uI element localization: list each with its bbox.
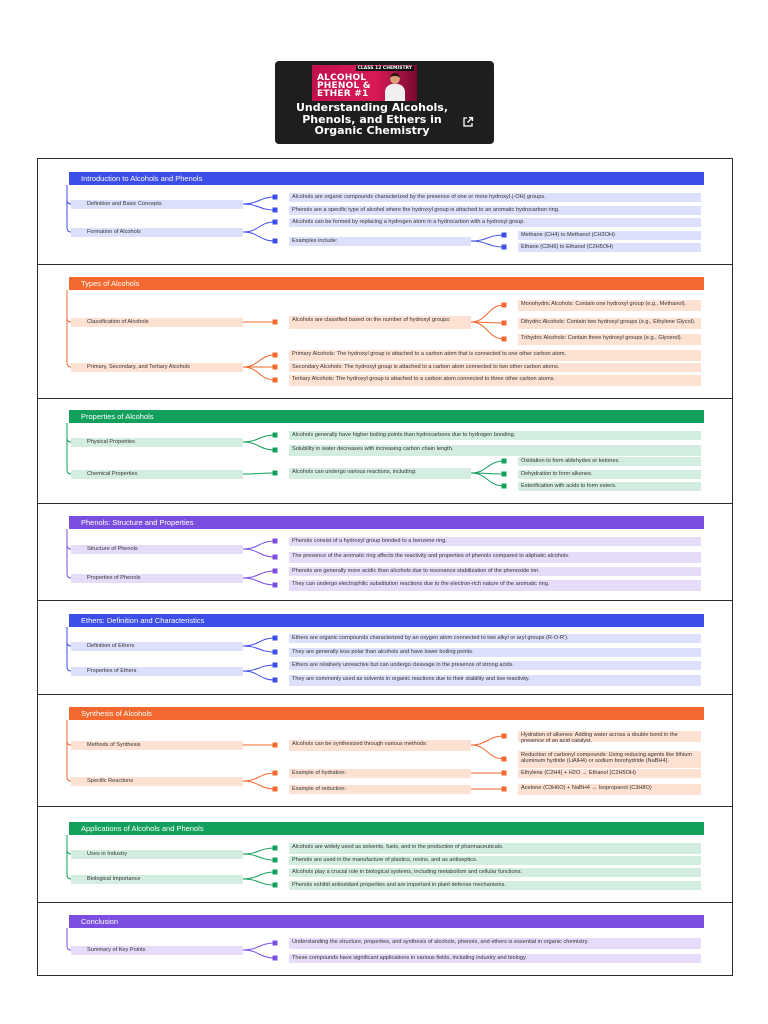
topic-node: Biological Importance [71, 875, 243, 884]
detail-node: Monohydric Alcohols: Contain one hydroxyl group (e.g., Methanol). [518, 300, 701, 311]
connector-line [243, 197, 275, 204]
video-thumbnail[interactable] [312, 65, 417, 101]
connector-node [273, 650, 278, 655]
connector-line [243, 549, 275, 557]
connector-node [502, 303, 507, 308]
connector-node [273, 555, 278, 560]
connector-line [243, 950, 275, 958]
point-node: Alcohols are organic compounds characterized by the presence of one or more hydroxyl (-OH) groups. [289, 193, 701, 202]
connector-line [243, 571, 275, 578]
connector-node [273, 678, 278, 683]
connector-line [471, 473, 504, 486]
connector-node [273, 378, 278, 383]
connector-line [243, 578, 275, 585]
connector-node [502, 337, 507, 342]
connector-line [243, 435, 275, 442]
detail-node: Ethane (C2H6) to Ethanol (C2H5OH) [518, 243, 701, 252]
detail-node: Acetone (C3H6O) + NaBH4 → Isopropanol (C3H8O) [518, 784, 701, 795]
connector-node [502, 245, 507, 250]
connector-node [273, 320, 278, 325]
topic-node: Primary, Secondary, and Tertiary Alcohols [71, 363, 243, 372]
connector-line [243, 232, 275, 241]
connector-node [273, 858, 278, 863]
connector-line [243, 665, 275, 671]
connector-line [243, 854, 275, 860]
connector-line [243, 367, 275, 380]
connector-node [273, 471, 278, 476]
connector-node [502, 771, 507, 776]
connector-node [273, 365, 278, 370]
detail-node: Oxidation to form aldehydes or ketones. [518, 457, 701, 466]
section-title: Ethers: Definition and Characteristics [69, 614, 704, 627]
section-title: Types of Alcohols [69, 277, 704, 290]
video-card[interactable] [275, 61, 494, 144]
presenter-image [385, 73, 405, 101]
section-title: Synthesis of Alcohols [69, 707, 704, 720]
connector-node [273, 220, 278, 225]
mindmap-section [37, 504, 733, 601]
topic-node: Physical Properties [71, 438, 243, 447]
mindmap-section [37, 807, 733, 903]
connector-line [471, 322, 504, 323]
section-title: Conclusion [69, 915, 704, 928]
connector-node [273, 208, 278, 213]
connector-node [273, 941, 278, 946]
detail-node: Reduction of carbonyl compounds: Using reducing agents like lithium aluminum hydride (LiAlH4) or sodium borohydride (NaBH4). [518, 751, 701, 768]
topic-node: Formation of Alcohols [71, 228, 243, 237]
point-node: Ethers are organic compounds characterized by an oxygen atom connected to two alkyl or aryl groups (R-O-R'). [289, 634, 701, 643]
connector-line [471, 241, 504, 247]
connector-line [471, 745, 504, 759]
topic-node: Chemical Properties [71, 470, 243, 479]
point-node: Phenols are used in the manufacture of plastics, resins, and as antiseptics. [289, 856, 701, 865]
detail-node: Dehydration to form alkenes. [518, 470, 701, 479]
connector-node [502, 321, 507, 326]
point-node: Phenols are generally more acidic than alcohols due to resonance stabilization of the phenoxide ion. [289, 567, 701, 576]
connector-node [502, 472, 507, 477]
point-node: Examples include: [289, 237, 471, 246]
section-title: Phenols: Structure and Properties [69, 516, 704, 529]
point-node: The presence of the aromatic ring affects the reactivity and properties of phenols compared to aliphatic alcohols. [289, 552, 701, 563]
detail-node: Trihydric Alcohols: Contain three hydroxyl groups (e.g., Glycerol). [518, 334, 701, 345]
point-node: These compounds have significant applications in various fields, including industry and biology. [289, 954, 701, 963]
detail-node: Hydration of alkenes: Adding water across a double bond in the presence of an acid catalyst. [518, 731, 701, 742]
topic-node: Definition of Ethers [71, 642, 243, 651]
point-node: They are commonly used as solvents in organic reactions due to their stability and low reactivity. [289, 675, 701, 686]
connector-line [243, 473, 275, 474]
point-node: Secondary Alcohols: The hydroxyl group is attached to a carbon atom connected to two other carbon atoms. [289, 363, 701, 372]
point-node: Alcohols can undergo various reactions, including: [289, 468, 471, 479]
thumbnail-line: PHENOL & [317, 81, 371, 91]
topic-node: Classification of Alcohols [71, 318, 243, 327]
connector-node [273, 846, 278, 851]
topic-node: Summary of Key Points [71, 946, 243, 955]
connector-line [243, 848, 275, 854]
video-title[interactable]: Understanding Alcohols, Phenols, and Ethers in Organic Chemistry [295, 101, 448, 137]
connector-line [243, 781, 275, 789]
external-link-icon[interactable] [462, 116, 474, 128]
connector-line [471, 305, 504, 322]
topic-node: Methods of Synthesis [71, 741, 243, 750]
topic-node: Uses in Industry [71, 850, 243, 859]
point-node: Example of hydration: [289, 769, 471, 778]
connector-line [243, 638, 275, 646]
connector-line [471, 461, 504, 473]
detail-node: Methane (CH4) to Methanol (CH3OH) [518, 231, 701, 240]
point-node: Alcohols are widely used as solvents, fuels, and in the production of pharmaceuticals. [289, 843, 701, 854]
connector-line [243, 442, 275, 450]
connector-node [273, 883, 278, 888]
mindmap-section [37, 601, 733, 695]
connector-node [502, 484, 507, 489]
point-node: Ethers are relatively unreactive but can undergo cleavage in the presence of strong acids. [289, 661, 701, 670]
connector-node [502, 787, 507, 792]
mindmap-section [37, 695, 733, 807]
point-node: Alcohols play a crucial role in biological systems, including metabolism and cellular functions. [289, 868, 701, 877]
connector-line [243, 773, 275, 781]
connector-node [273, 787, 278, 792]
connector-line [243, 222, 275, 232]
point-node: Phenols are a specific type of alcohol where the hydroxyl group is attached to an aromatic hydrocarbon ring. [289, 206, 701, 215]
connector-node [273, 956, 278, 961]
connector-line [471, 322, 504, 339]
point-node: Phenols consist of a hydroxyl group bonded to a benzene ring. [289, 537, 701, 546]
connector-node [273, 636, 278, 641]
thumbnail-line: ETHER #1 [317, 89, 369, 99]
topic-node: Properties of Ethers [71, 667, 243, 676]
topic-node: Specific Reactions [71, 777, 243, 786]
connector-node [273, 353, 278, 358]
topic-node: Structure of Phenols [71, 545, 243, 554]
section-title: Properties of Alcohols [69, 410, 704, 423]
detail-node: Dihydric Alcohols: Contain two hydroxyl groups (e.g., Ethylene Glycol). [518, 318, 701, 329]
connector-node [273, 583, 278, 588]
mindmap-section [37, 158, 733, 265]
thumbnail-line: ALCOHOL [317, 73, 367, 83]
mindmap-section [37, 399, 733, 504]
connector-node [502, 459, 507, 464]
connector-node [273, 870, 278, 875]
connector-line [243, 646, 275, 652]
connector-line [471, 235, 504, 241]
point-node: Alcohols can be synthesized through various methods: [289, 740, 471, 751]
point-node: Example of reduction: [289, 785, 471, 794]
connector-node [273, 771, 278, 776]
connector-line [243, 355, 275, 367]
connector-node [502, 757, 507, 762]
point-node: Alcohols generally have higher boiling points than hydrocarbons due to hydrogen bonding. [289, 431, 701, 440]
connector-line [243, 204, 275, 210]
mindmap-section [37, 265, 733, 399]
detail-node: Ethylene (C2H4) + H2O → Ethanol (C2H5OH) [518, 769, 701, 778]
topic-node: Definition and Basic Concepts [71, 200, 243, 209]
point-node: Solubility in water decreases with increasing carbon chain length. [289, 445, 701, 456]
connector-line [471, 736, 504, 745]
connector-node [273, 743, 278, 748]
section-title: Applications of Alcohols and Phenols [69, 822, 704, 835]
thumbnail-tag: CLASS 12 CHEMISTRY [357, 66, 412, 71]
section-title: Introduction to Alcohols and Phenols [69, 172, 704, 185]
connector-line [243, 879, 275, 885]
point-node: Phenols exhibit antioxidant properties and are important in plant defense mechanisms. [289, 881, 701, 890]
connector-node [273, 663, 278, 668]
connector-node [502, 734, 507, 739]
connector-line [243, 541, 275, 549]
point-node: Alcohols are classified based on the number of hydroxyl groups: [289, 316, 471, 329]
connector-line [243, 872, 275, 879]
point-node: They can undergo electrophilic substitution reactions due to the electron-rich nature of the aromatic ring. [289, 580, 701, 591]
point-node: Alcohols can be formed by replacing a hydrogen atom in a hydrocarbon with a hydroxyl group. [289, 218, 701, 227]
connector-node [502, 233, 507, 238]
point-node: Understanding the structure, properties, and synthesis of alcohols, phenols, and ethers is essential in organic chemistry. [289, 938, 701, 949]
connector-line [243, 671, 275, 680]
connector-line [471, 473, 504, 474]
connector-node [273, 448, 278, 453]
point-node: Tertiary Alcohols: The hydroxyl group is attached to a carbon atom connected to three other carbon atoms. [289, 375, 701, 386]
connector-node [273, 539, 278, 544]
detail-node: Esterification with acids to form esters. [518, 482, 701, 491]
connector-node [273, 433, 278, 438]
point-node: Primary Alcohols: The hydroxyl group is attached to a carbon atom that is connected to one other carbon atom. [289, 350, 701, 361]
connector-node [273, 195, 278, 200]
connector-node [273, 569, 278, 574]
connector-node [273, 239, 278, 244]
point-node: They are generally less polar than alcohols and have lower boiling points. [289, 648, 701, 657]
mindmap-section [37, 903, 733, 976]
topic-node: Properties of Phenols [71, 574, 243, 583]
connector-line [243, 943, 275, 950]
